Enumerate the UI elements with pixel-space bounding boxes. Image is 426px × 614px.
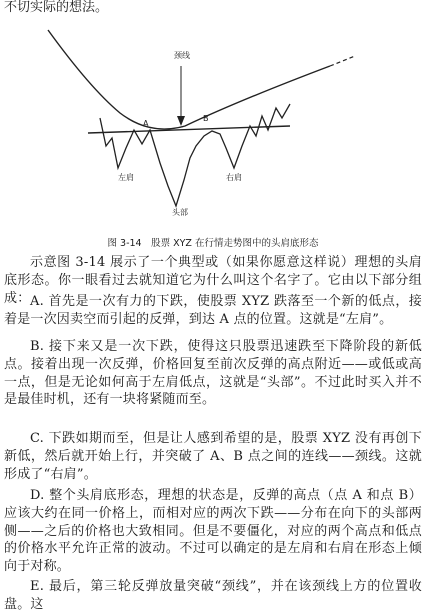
paragraph-e: E. 最后，第三轮反弹放量突破“颈线”，并在该颈线上方的位置收盘。这 [4,579,422,612]
paragraph-b: B. 接下来又是一次下跌，使得这只股票迅速跌至下降阶段的新低点。接着出现一次反弹，价格回复至前次反弹的高点附近——或低或高一点，但是无论如何高于左肩低点，这就是“头部”。不过此时买入并不是最佳时机，还有一块将紧随而至。 [4,339,422,408]
point-a-label: A [143,119,149,128]
paragraph-d: D. 整个头肩底形态，理想的状态是，反弹的高点（点 A 和点 B）应该大约在同一价格上，而相对应的两次下跌——分布在向下的头部两侧——之后的价格也大致相同。但是不要僵化，对应的两个高点和低点的价格水平允许正常的波动。不过可以确定的是左肩和右肩在形态上倾向于对称。 [4,488,422,575]
head-label: 头部 [172,208,188,217]
paragraph-intro: 示意图 3-14 展示了一个典型或（如果你愿意这样说）理想的头肩底形态。你一眼看过去就知道它为什么叫这个名字了。它由以下部分组成： [4,255,422,306]
curve-dashed-extension [330,56,355,66]
figure-caption: 图 3-14 股票 XYZ 在行情走势图中的头肩底形态 [107,238,319,249]
top-text-line: 不切实际的想法。 [4,0,109,15]
neckline-label: 颈线 [174,51,190,60]
right-shoulder-label: 右肩 [226,173,242,182]
paragraph-a: A. 首先是一次有力的下跌，使股票 XYZ 跌落至一个新的低点，接着是一次因卖空而引起的反弹，到达 A 点的位置。这就是“左肩”。 [4,294,422,327]
neckline [88,126,290,133]
long-term-curve [48,30,330,129]
point-b-label: B [203,114,209,123]
left-shoulder-label: 左肩 [118,173,134,182]
paragraph-c: C. 下跌如期而至，但是让人感到希望的是，股票 XYZ 没有再创下新低，然后就开始上行，并突破了 A、B 点之间的连线——颈线。这就形成了“右肩”。 [4,431,422,482]
neckline-arrowhead [177,116,185,126]
head-shoulders-figure [0,18,426,238]
